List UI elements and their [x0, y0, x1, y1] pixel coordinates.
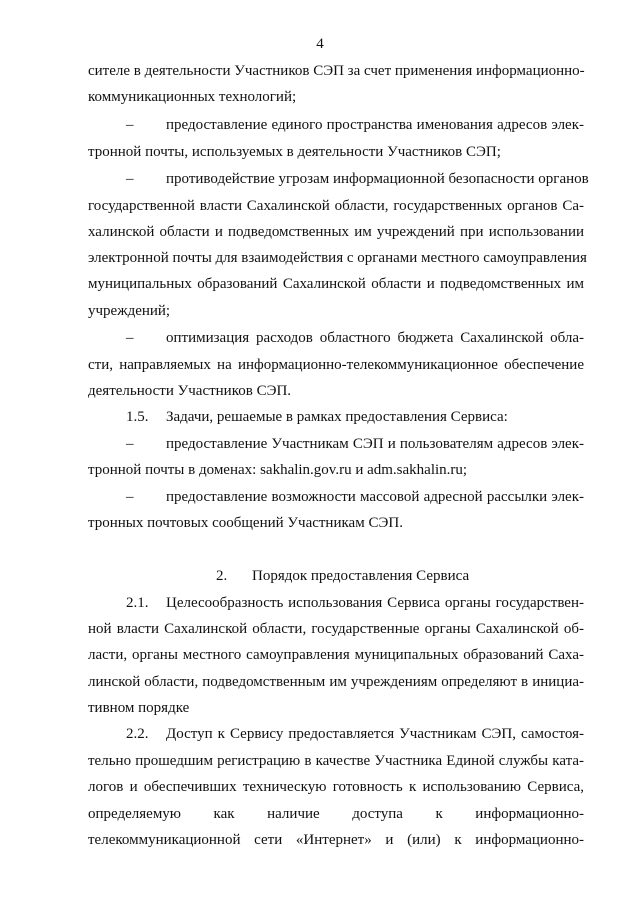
text-line: Доступ к Сервису предоставляется Участникам СЭП, самостоя- [166, 726, 584, 742]
text-line: линской области, подведомственным им учреждениям определяют в инициа- [88, 674, 584, 690]
text-line: тронной почты, используемых в деятельности Участников СЭП; [88, 144, 501, 160]
text-line: ной власти Сахалинской области, государственные органы Сахалинской об- [88, 621, 584, 637]
list-dash: – [126, 171, 134, 187]
text-line: Целесообразность использования Сервиса органы государствен- [166, 595, 584, 611]
text-line: государственной власти Сахалинской области, государственных органов Са- [88, 198, 584, 214]
page-number: 4 [316, 36, 324, 52]
text-line: тельно прошедшим регистрацию в качестве Участника Единой службы ката- [88, 753, 584, 769]
section-number: 2.1. [126, 595, 149, 611]
text-line: Задачи, решаемые в рамках предоставления Сервиса: [166, 409, 508, 425]
text-line: телекоммуникационной сети «Интернет» и (или) к информационно- [88, 832, 584, 848]
text-line: электронной почты для взаимодействия с органами местного самоуправления [88, 250, 587, 266]
section-number: 1.5. [126, 409, 149, 425]
text-line: тронной почты в доменах: sakhalin.gov.ru и adm.sakhalin.ru; [88, 462, 468, 478]
text-line: учреждений; [88, 303, 171, 319]
text-line: сителе в деятельности Участников СЭП за счет применения информационно- [88, 63, 585, 79]
list-item-text: оптимизация расходов областного бюджета Сахалинской обла- [166, 330, 584, 346]
text-line: сти, направляемых на информационно-телекоммуникационное обеспечение [88, 357, 584, 373]
list-dash: – [126, 330, 134, 346]
text-line: тронных почтовых сообщений Участникам СЭП. [88, 515, 403, 531]
text-line: муниципальных образований Сахалинской области и подведомственных им [88, 276, 584, 292]
list-item-text: противодействие угрозам информационной безопасности органов [166, 171, 589, 187]
list-item-text: предоставление единого пространства именования адресов элек- [166, 117, 584, 133]
text-line: деятельности Участников СЭП. [88, 383, 292, 399]
list-item-text: предоставление Участникам СЭП и пользователям адресов элек- [166, 436, 584, 452]
text-line: тивном порядке [88, 700, 190, 716]
list-dash: – [126, 436, 134, 452]
list-dash: – [126, 489, 134, 505]
section-heading: Порядок предоставления Сервиса [252, 568, 470, 584]
text-line: ласти, органы местного самоуправления муниципальных образований Саха- [88, 647, 584, 663]
text-line: коммуникационных технологий; [88, 89, 297, 105]
text-line: логов и обеспечивших техническую готовность к использованию Сервиса, [88, 779, 584, 795]
list-dash: – [126, 117, 134, 133]
section-heading-number: 2. [216, 568, 228, 584]
list-item-text: предоставление возможности массовой адресной рассылки элек- [166, 489, 584, 505]
text-line: определяемую как наличие доступа к информационно- [88, 806, 584, 822]
text-line: халинской области и подведомственных им учреждений при использовании [88, 224, 584, 240]
section-number: 2.2. [126, 726, 149, 742]
